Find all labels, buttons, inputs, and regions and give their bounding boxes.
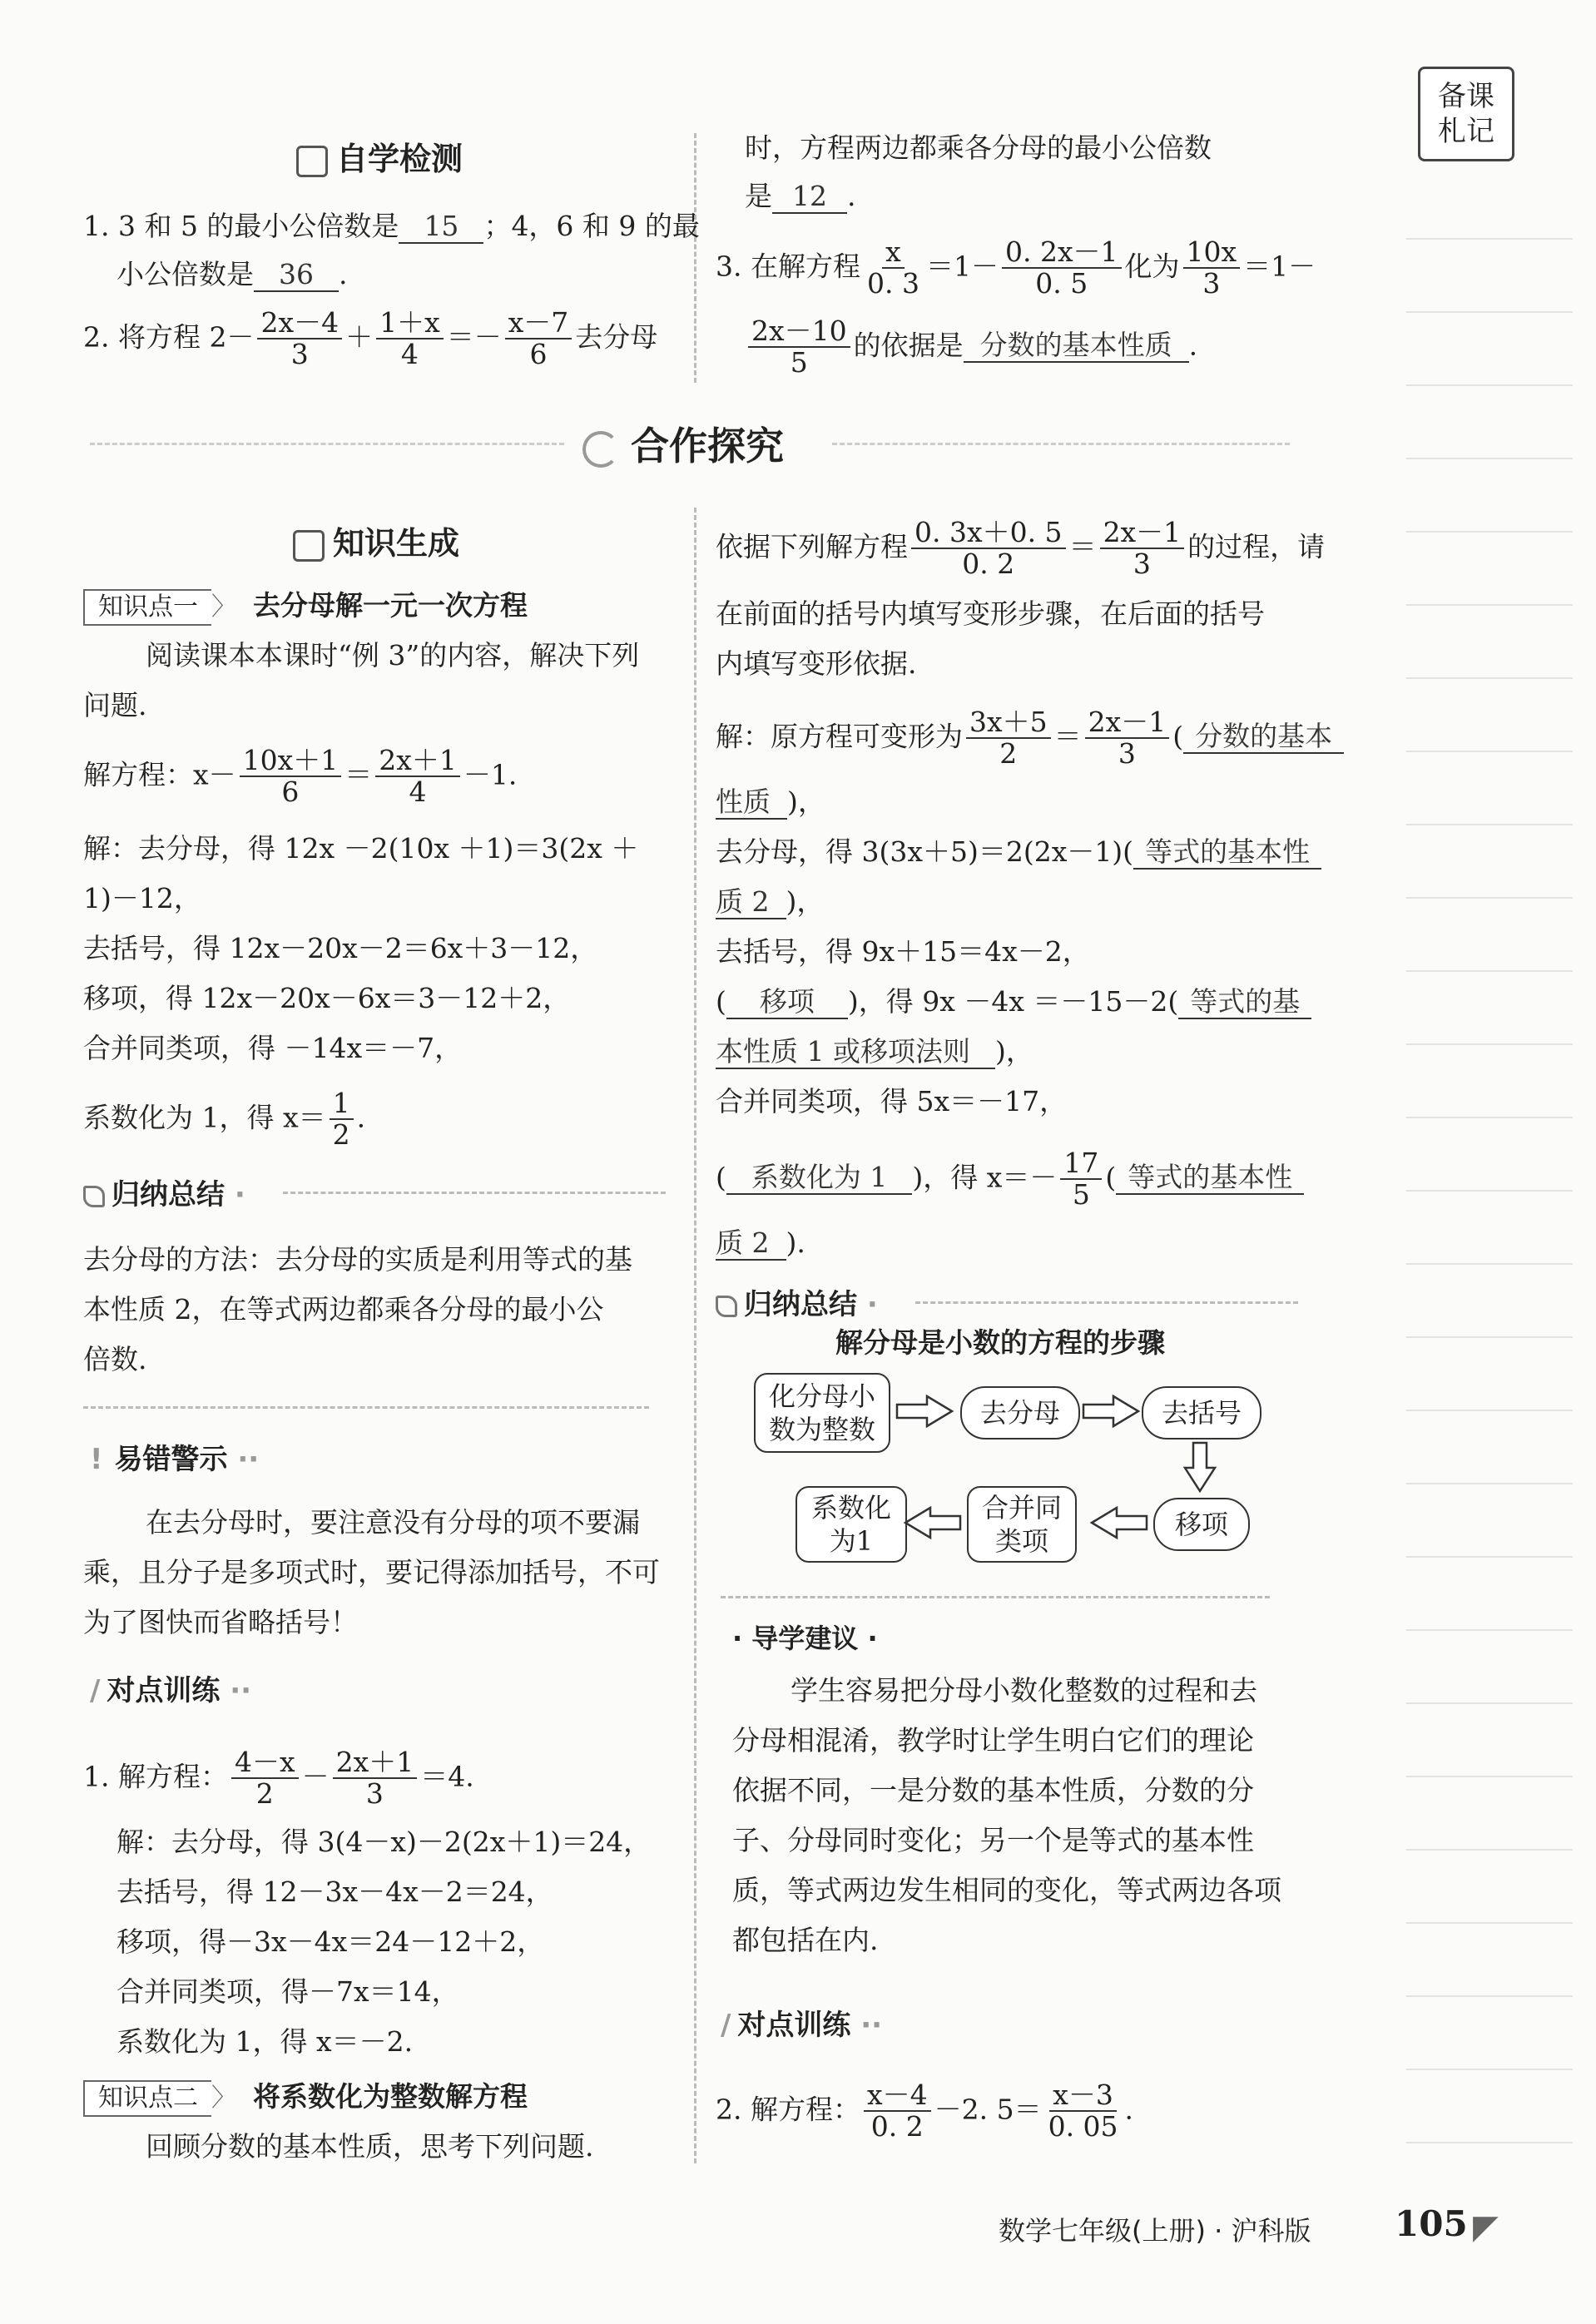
arrow-right-2	[1083, 1396, 1138, 1426]
flow-step-4: 移项	[1153, 1498, 1250, 1551]
r6-answer-1: 系数化为 1	[726, 1161, 913, 1195]
flow-step-6: 系数化 为1	[796, 1486, 907, 1563]
q1-text: 1. 3 和 5 的最小公倍数是	[83, 210, 399, 242]
summary2-title: 归纳总结 ·	[716, 1281, 878, 1322]
summary1-text2: 本性质 2，在等式两边都乘各分母的最小公	[83, 1293, 604, 1326]
warning-text1: 在去分母时，要注意没有分母的项不要漏	[146, 1506, 640, 1539]
right-intro2: 在前面的括号内填写变形步骤，在后面的括号	[716, 597, 1265, 630]
point2-title: 将系数化为整数解方程	[253, 2080, 528, 2113]
point1-tag: 知识点一	[83, 589, 211, 626]
guide-text3: 依据不同，一是分数的基本性质，分数的分	[732, 1774, 1254, 1806]
q2-text-b: 去分母	[575, 320, 658, 354]
r1-fraction-2: $\frac{2x-1}{3}$	[1085, 707, 1170, 770]
ex-fraction-2: $\frac{2x+1}{4}$	[375, 746, 460, 808]
r1-answer-a: 分数的基本	[1183, 720, 1344, 754]
q3-answer: 分数的基本性质	[964, 329, 1189, 363]
right-r1: 解：原方程可变形为 $\frac{3x+5}{2}$ ＝ $\frac{2x-1}{3}$ ( 分数的基本	[716, 707, 1344, 770]
solution-line2: 去括号，得 12x－20x－2＝6x＋3－12，	[83, 932, 598, 964]
flow-step-3: 去括号	[1142, 1386, 1261, 1439]
summary2-subtitle: 解分母是小数的方程的步骤	[835, 1326, 1165, 1359]
q2-text-c: 时，方程两边都乘各分母的最小公倍数	[745, 131, 1212, 164]
r4-answer-2a: 等式的基	[1178, 985, 1311, 1019]
t2-fraction-1: $\frac{x-4}{0. 2}$	[864, 2080, 931, 2143]
point2-text: 回顾分数的基本性质，思考下列问题.	[146, 2130, 594, 2163]
right-r6: ( 系数化为 1 )，得 x＝－ $\frac{17}{5}$ ( 等式的基本性	[716, 1148, 1304, 1211]
knowledge-title-text: 知识生成	[333, 525, 460, 562]
knowledge-p1b: 问题.	[83, 689, 147, 721]
right-intro: 依据下列解方程 $\frac{0. 3x+0. 5}{0. 2}$ ＝ $\frac{2x-1}{3}$ 的过程，请	[716, 516, 1326, 581]
r4-answer-2b: 本性质 1 或移项法则	[716, 1035, 995, 1069]
t1-fraction-2: $\frac{2x+1}{3}$	[333, 1747, 418, 1810]
t2-fraction-2: $\frac{x-3}{0. 05}$	[1048, 2079, 1118, 2143]
flow-step-2: 去分母	[960, 1386, 1080, 1439]
example-equation: 解方程：x－ $\frac{10x+1}{6}$ ＝ $\frac{2x+1}{4}$ －1.	[83, 744, 518, 809]
point2-header	[83, 2072, 528, 2123]
arrow-right-1	[897, 1396, 952, 1426]
right-r5: 合并同类项，得 5x＝－17，	[716, 1085, 1068, 1117]
t1-fraction-1: $\frac{4-x}{2}$	[231, 1747, 299, 1810]
arrow-left-1	[1092, 1508, 1147, 1538]
q1-text-b: ；4，6 和 9 的最	[483, 210, 700, 242]
training1-s4: 合并同类项，得－7x＝14，	[116, 1975, 459, 2008]
tag-arrow-icon: 〉	[211, 592, 236, 622]
right-r2b: 质 2 )，	[716, 885, 825, 918]
corner-stamp-text: 备课札记	[1438, 80, 1494, 148]
r2-answer-b: 质 2	[716, 885, 786, 919]
intro-fraction-1: $\frac{0. 3x+0. 5}{0. 2}$	[911, 518, 1066, 580]
training1-s2: 去括号，得 12－3x－4x－2＝24，	[116, 1876, 553, 1908]
q1-line2: 小公倍数是 36 .	[116, 258, 348, 290]
guide-text5: 质，等式两边发生相同的变化，等式两边各项	[732, 1874, 1281, 1906]
q1-answer1: 15	[399, 210, 483, 244]
q3-fraction-3: $\frac{10x}{3}$	[1183, 237, 1241, 300]
arrow-down	[1185, 1443, 1215, 1491]
r1-fraction-1: $\frac{3x+5}{2}$	[966, 707, 1051, 770]
training1-title: / 对点训练 ··	[90, 1674, 252, 1707]
solution-line4: 合并同类项，得 －14x＝－7，	[83, 1032, 463, 1064]
q2-line3: 是 12 .	[745, 180, 856, 212]
ex-fraction-1: $\frac{10x+1}{6}$	[240, 746, 342, 808]
guide-text1: 学生容易把分母小数化整数的过程和去	[791, 1674, 1257, 1707]
solution-line1: 解：去分母，得 12x －2(10x ＋1)＝3(2x ＋	[83, 832, 639, 865]
training2-question: 2. 解方程： $\frac{x-4}{0. 2}$ －2. 5＝ $\frac{x-3}{0. 05}$ .	[716, 2079, 1134, 2143]
q1-answer2: 36	[254, 258, 339, 292]
right-r1b: 性质 )，	[716, 785, 825, 818]
q2-fraction-3: $\frac{x-7}{6}$	[505, 308, 572, 370]
r2-answer-a: 等式的基本性	[1133, 835, 1321, 870]
q3-line1: 3. 在解方程 $\frac{x}{0. 3}$ ＝1－ $\frac{0. 2x-1}{0. 5}$ 化为 $\frac{10x}{3}$ ＝1－	[716, 235, 1316, 300]
warning-text3: 为了图快而省略括号！	[83, 1606, 358, 1638]
q1-text-c: 小公倍数是	[116, 258, 254, 290]
summary1-text1: 去分母的方法：去分母的实质是利用等式的基	[83, 1243, 632, 1276]
summary1-text3: 倍数.	[83, 1343, 147, 1375]
q3-line2: $\frac{2x-10}{5}$ 的依据是 分数的基本性质 .	[745, 316, 1197, 379]
q3-text: 3. 在解方程	[716, 250, 860, 283]
right-intro3: 内填写变形依据.	[716, 647, 917, 680]
footer-book-title: 数学七年级(上册) · 沪科版	[999, 2215, 1311, 2247]
q2-fraction-2: $\frac{1+x}{4}$	[376, 308, 444, 370]
slash-icon: /	[90, 1674, 101, 1707]
q3-fraction-1: $\frac{x}{0. 3}$	[866, 235, 919, 300]
training2-title: / 对点训练 ··	[721, 2009, 883, 2042]
right-r2: 去分母，得 3(3x＋5)＝2(2x－1)( 等式的基本性	[716, 827, 1321, 877]
page-number: 105	[1395, 2203, 1468, 2244]
guide-text6: 都包括在内.	[732, 1924, 879, 1956]
slash-icon: /	[721, 2009, 731, 2042]
right-r4: ( 移项 )，得 9x －4x ＝－15－2( 等式的基	[716, 977, 1311, 1027]
training1-s5: 系数化为 1，得 x＝－2.	[116, 2025, 414, 2058]
guide-text4: 子、分母同时变化；另一个是等式的基本性	[732, 1824, 1254, 1856]
q3-fraction-4: $\frac{2x-10}{5}$	[748, 316, 850, 379]
q2-answer: 12	[772, 180, 847, 214]
q2-fraction-1: $\frac{2x-4}{3}$	[257, 308, 342, 370]
arrow-left-2	[905, 1508, 960, 1538]
flow-step-5: 合并同 类项	[967, 1486, 1077, 1563]
right-r4b: 本性质 1 或移项法则 )，	[716, 1035, 1033, 1068]
right-r3: 去括号，得 9x＋15＝4x－2，	[716, 935, 1090, 968]
training1-s1: 解：去分母，得 3(4－x)－2(2x＋1)＝24，	[116, 1826, 652, 1858]
knowledge-p1: 阅读课本本课时“例 3”的内容，解决下列	[146, 639, 640, 671]
solution-line5: 系数化为 1，得 x＝ $\frac{1}{2}$ .	[83, 1087, 366, 1152]
coop-title-text: 合作探究	[631, 424, 784, 468]
training1-s3: 移项，得－3x－4x＝24－12＋2，	[116, 1925, 545, 1958]
flow-step-1: 化分母小 数为整数	[754, 1373, 890, 1453]
warning-text2: 乘，且分子是多项式时，要记得添加括号，不可	[83, 1556, 660, 1588]
r6-answer-2a: 等式的基本性	[1116, 1161, 1304, 1195]
footer-arrow-icon: ◤	[1473, 2208, 1499, 2247]
right-r6b: 质 2 ).	[716, 1226, 805, 1259]
summary2-bottom-line	[721, 1596, 1270, 1598]
point2-tag: 知识点二	[83, 2080, 211, 2117]
r4-answer-1: 移项	[726, 985, 848, 1019]
solution-line1b: 1)－12，	[83, 882, 201, 914]
warning-icon: !	[90, 1443, 103, 1476]
q2-line1: 2. 将方程 2－ $\frac{2x-4}{3}$ ＋ $\frac{1+x}{4}$ ＝－ $\frac{x-7}{6}$ 去分母	[83, 306, 658, 371]
solution-line3: 移项，得 12x－20x－6x＝3－12＋2，	[83, 982, 571, 1014]
q2-text: 2. 将方程 2－	[83, 320, 255, 354]
intro-fraction-2: $\frac{2x-1}{3}$	[1100, 518, 1185, 580]
tag-arrow-icon: 〉	[211, 2084, 236, 2113]
training1-question: 1. 解方程： $\frac{4-x}{2}$ － $\frac{2x+1}{3}$ ＝4.	[83, 1746, 474, 1811]
self-test-title-text: 自学检测	[336, 141, 463, 177]
r6-answer-2b: 质 2	[716, 1226, 786, 1261]
warning-title: ! 易错警示 ··	[90, 1443, 260, 1476]
point1-title: 去分母解一元一次方程	[253, 589, 528, 622]
r1-answer-b: 性质	[716, 785, 787, 820]
s5-fraction: $\frac{1}{2}$	[330, 1088, 354, 1151]
guide-title: · 导学建议 ·	[732, 1623, 878, 1654]
r6-fraction: $\frac{17}{5}$	[1060, 1148, 1102, 1211]
q3-fraction-2: $\frac{0. 2x-1}{0. 5}$	[1002, 237, 1122, 300]
guide-text2: 分母相混淆，教学时让学生明白它们的理论	[732, 1724, 1254, 1757]
summary1-title: 归纳总结 ·	[83, 1172, 245, 1212]
